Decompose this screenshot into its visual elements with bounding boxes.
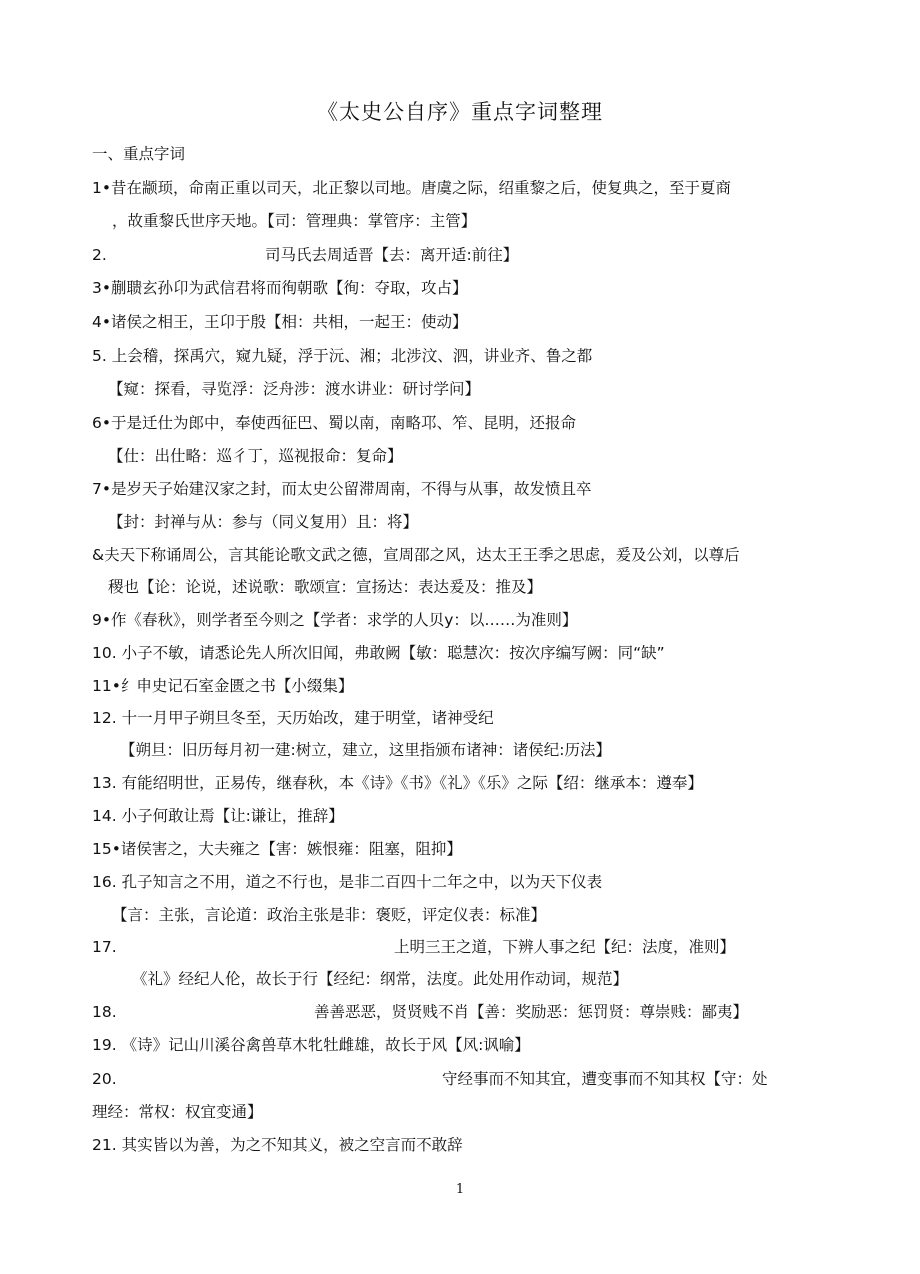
text-line: 20. (92, 1070, 117, 1088)
text-line: 上明三王之道，下辨人事之纪【纪：法度，准则】 (394, 938, 736, 956)
text-line: 11•纟申史记石室金匮之书【小缀集】 (92, 677, 354, 695)
text-line: 12. 十一月甲子朔旦冬至，天历始改，建于明堂，诸神受纪 (92, 709, 494, 727)
text-line: 善善恶恶，贤贤贱不肖【善：奖励恶：惩罚贤：尊崇贱：鄙夷】 (314, 1003, 749, 1021)
page-number: 1 (455, 1182, 465, 1197)
text-line: 9•作《春秋》，则学者至今则之【学者：求学的人贝y：以……为准则】 (92, 611, 578, 629)
text-line: 司马氏去周适晋【去：离开适:前往】 (265, 246, 519, 264)
text-line: 2. (92, 246, 107, 264)
page-title: 《太史公自序》重点字词整理 (317, 100, 603, 124)
text-line: 10. 小子不敏，请悉论先人所次旧闻，弗敢阙【敏：聪慧次：按次序编写阙：同“缺” (92, 644, 665, 662)
text-line: 18. (92, 1003, 117, 1021)
text-line: 【朔旦：旧历每月初一建:树立，建立，这里指颁布诸神：诸侯纪:历法】 (120, 741, 611, 759)
text-line: 《礼》经纪人伦，故长于行【经纪：纲常，法度。此处用作动词，规范】 (132, 970, 629, 988)
text-line: 3•蒯聩玄孙卬为武信君将而徇朝歌【徇：夺取，攻占】 (92, 279, 468, 297)
text-line: 19. 《诗》记山川溪谷禽兽草木牝牡雌雄，故长于风【风:讽喻】 (92, 1036, 530, 1054)
text-line: 【封：封禅与从：参与（同义复用）且：将】 (108, 513, 419, 531)
text-line: 4•诸侯之相王，王卬于殷【相：共相，一起王：使动】 (92, 313, 468, 331)
text-line: 【言：主张，言论道：政治主张是非：褒贬，评定仪表：标准】 (112, 906, 547, 924)
text-line: 守经事而不知其宜，遭变事而不知其权【守：处 (442, 1070, 768, 1088)
text-line: 7•是岁天子始建汉家之封，而太史公留滞周南，不得与从事，故发愤且卒 (92, 480, 592, 498)
text-line: 14. 小子何敢让焉【让:谦让，推辞】 (92, 807, 344, 825)
text-line: 6•于是迁仕为郎中，奉使西征巴、蜀以南，南略邛、笮、昆明，还报命 (92, 414, 577, 432)
text-line: 16. 孔子知言之不用，道之不行也，是非二百四十二年之中，以为天下仪表 (92, 873, 603, 891)
text-line: 21. 其实皆以为善，为之不知其义，被之空言而不敢辞 (92, 1136, 463, 1154)
text-line: &夫天下称诵周公，言其能论歌文武之德，宣周邵之风，达太王王季之思虑，爰及公刘，以尊后 (92, 546, 740, 564)
text-line: 理经：常权：权宜变通】 (92, 1103, 263, 1121)
text-line: 【窥：探看，寻览浮：泛舟涉：渡水讲业：研讨学问】 (108, 380, 481, 398)
section-heading: 一、重点字词 (92, 145, 186, 163)
text-line: 5. 上会稽，探禹穴，窥九疑，浮于沅、湘；北涉汶、泗，讲业齐、鲁之都 (92, 347, 593, 365)
text-line: 17. (92, 938, 117, 956)
text-line: 1•昔在颛顼，命南正重以司天，北正黎以司地。唐虞之际，绍重黎之后，使复典之，至于夏商 (92, 179, 732, 197)
text-line: 15•诸侯害之，大夫雍之【害：嫉恨雍：阻塞，阻抑】 (92, 840, 462, 858)
text-line: 【仕：出仕略：巡彳丁，巡视报命：复命】 (108, 447, 403, 465)
text-line: 稷也【论：论说，述说歌：歌颂宣：宣扬达：表达爰及：推及】 (108, 578, 543, 596)
text-line: 13. 有能绍明世，正易传，继春秋，本《诗》《书》《礼》《乐》之际【绍：继承本：遵奉】 (92, 774, 703, 792)
text-line: ，故重黎氏世序天地。【司：管理典：掌管序：主管】 (112, 212, 477, 230)
